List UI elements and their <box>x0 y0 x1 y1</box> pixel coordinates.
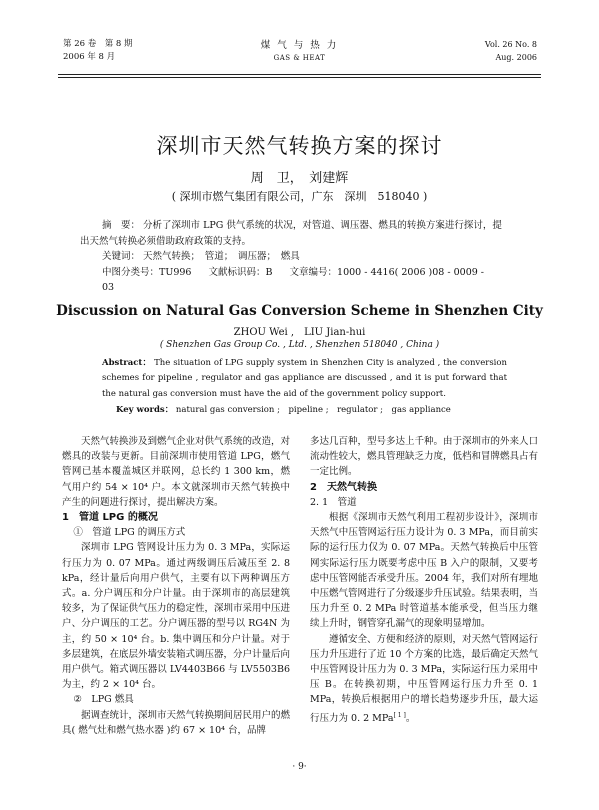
section-heading-1: 1 管道 LPG 的概况 <box>62 512 158 524</box>
subsection-heading-2-1: 2. 1 管道 <box>310 496 357 508</box>
subsection-heading-2: ② LPG 燃具 <box>73 694 134 706</box>
keywords-cn-label: 关键词： <box>102 251 141 262</box>
body-column-left <box>62 434 290 738</box>
intro-paragraph: 天然气转换涉及到燃气企业对供气系统的改造，对燃具的改装与更新。目前深圳市使用管道 LPG，燃气管网已基本覆盖城区并联网，总长约 1 300 km，燃气用户约 54 × 10⁴ 户。本文就深圳市天然气转换中产生的问题进行探讨，提出解决方案。 <box>62 436 291 508</box>
journal-name-en: GAS & HEAT <box>273 54 326 62</box>
paragraph-regulation: 深圳市 LPG 管网设计压力为 0. 3 MPa，实际运行压力为 0. 07 MPa。通过两级调压后减压至 2. 8 kPa，经计量后向用户供气，主要有以下两种调压方式。a. 分户调压和分户计量。由于深圳市的高层建筑较多，为了保证供气压力的稳定性，深圳市采用中压进户、分户调压的工艺。分户调压器的型号以 RG4N 为主，约 50 × 10⁴ 台。b. 集中调压和分户计量。对于多层建筑，在底层外墙安装箱式调压器，分户计量后向用户供气。箱式调压器以 LV4403B66 与 LV5503B6 为主，约 2 × 10⁴ 台。 <box>62 542 291 691</box>
article-number: 文章编号：1000 - 4416( 2006 )08 - 0009 - 03 <box>102 266 485 293</box>
body-column-right <box>310 434 538 726</box>
article-title-cn: 深圳市天然气转换方案的探讨 <box>156 134 443 158</box>
section-heading-2: 2 天然气转换 <box>310 481 377 493</box>
article-meta-row <box>102 265 507 296</box>
journal-name-cn: 煤 气 与 热 力 <box>260 40 339 51</box>
abstract-cn-block <box>80 218 507 296</box>
abstract-en <box>102 356 507 402</box>
keywords-cn-text: 天然气转换； 管道； 调压器； 燃具 <box>143 251 300 262</box>
paragraph-appliances-cont: 多达几百种，型号多达上千种。由于深圳市的外来人口流动性较大，燃具管理缺乏力度，低档和冒牌燃具占有一定比例。 <box>310 436 539 478</box>
header-rule-thin <box>58 77 541 78</box>
volume-issue: 第 26 卷 第 8 期 <box>63 39 133 49</box>
pressure-scheme-end: 。 <box>405 712 416 724</box>
page-number: · 9· <box>292 762 307 772</box>
abstract-cn-label: 摘 要： <box>102 220 141 231</box>
reference-marker: [ 1 ] <box>393 711 406 719</box>
paragraph-appliances: 据调查统计，深圳市天然气转换期间居民用户的燃具( 燃气灶和燃气热水器 )约 67 × 10⁴ 台，品牌 <box>62 709 291 736</box>
affiliation-en: ( Shenzhen Gas Group Co. , Ltd. , Shenzhen 518040 , China ) <box>159 340 440 350</box>
affiliation-cn: ( 深圳市燃气集团有限公司，广东 深圳 518040 ) <box>171 190 428 203</box>
issue-date-cn: 2006 年 8 月 <box>63 52 116 62</box>
abstract-en-label: Abstract： <box>102 358 152 368</box>
paragraph-pipeline-pressure: 根据《深圳市天然气利用工程初步设计》，深圳市天然气中压管网运行压力设计为 0. 3 MPa，而目前实际的运行压力仅为 0. 07 MPa。天然气转换后中压管网实际运行压力既要考虑中压 B 入户的限制，又要考虑中压管网能否承受升压。2004 年，我们对所有埋地中压燃气管网进行了分级逐步升压试验。结果表明，当压力升至 0. 2 MPa 时管道基本能承受，但当压力继续上升时，钢管穿孔漏气的现象明显增加。 <box>310 512 539 630</box>
clc-number: 中图分类号：TU996 <box>102 266 192 278</box>
keywords-cn <box>102 249 507 265</box>
subsection-heading-1: ① 管道 LPG 的调压方式 <box>73 527 186 539</box>
abstract-en-text: The situation of LPG supply system in Shenzhen City is analyzed , the conversion schemes for pipeline , regulator and gas appliance are discussed , and it is put forward that the natural gas conversion must have the aid of the government policy support. <box>102 358 507 399</box>
journal-volume-info-en <box>485 38 537 64</box>
header-rule <box>58 74 541 75</box>
document-code: 文献标识码：B <box>208 266 273 278</box>
abstract-cn-text-2: 出天然气转换必须借助政府政策的支持。 <box>80 235 252 247</box>
authors-cn: 周 卫， 刘建辉 <box>250 171 349 186</box>
pressure-scheme-text: 遵循安全、方便和经济的原则，对天然气管网运行压力升压进行了近 10 个方案的比选，最后确定天然气中压管网设计压力为 0. 3 MPa，实际运行压力采用中压 B。在转换初期，中压管网运行压力升至 0. 1 MPa，转换后根据用户的增长趋势逐步升压，最大运行压力为 0. 2 MPa <box>310 633 539 724</box>
keywords-en-text: natural gas conversion ; pipeline ; regulator ; gas appliance <box>173 405 451 415</box>
authors-en: ZHOU Wei , LIU Jian-hui <box>233 327 366 338</box>
keywords-en-label: Key words： <box>116 405 174 415</box>
keywords-en <box>102 403 521 415</box>
paragraph-pressure-scheme <box>310 632 538 726</box>
article-title-en: Discussion on Natural Gas Conversion Scheme in Shenzhen City <box>56 303 543 319</box>
abstract-cn-text-1: 分析了深圳市 LPG 供气系统的状况，对管道、调压器、燃具的转换方案进行探讨，提 <box>143 220 502 231</box>
volume-issue-en: Vol. 26 No. 8 <box>484 40 537 49</box>
abstract-cn <box>102 218 507 234</box>
issue-date-en: Aug. 2006 <box>495 53 537 62</box>
